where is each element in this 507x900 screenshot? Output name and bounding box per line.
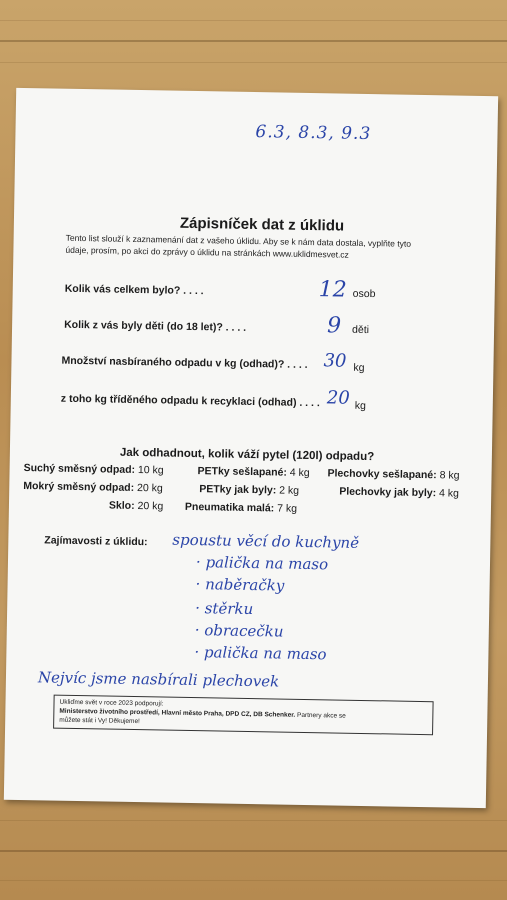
handwritten-note: Nejvíc jsme nasbírali plechovek (37, 668, 280, 691)
answer-total: 12 (318, 277, 347, 303)
footer-line2: Ministerstvo životního prostředí, Hlavní město Praha, DPD CZ, DB Schenker. Partnery akce se (59, 707, 346, 720)
interesting-item: · palička na maso (195, 553, 329, 574)
footer-line1: Ukliďme svět v roce 2023 podporují: (59, 698, 164, 708)
weight-plechovky-jak-byly: Plechovky jak byly: 4 kg (339, 485, 460, 500)
question-sorted-label: z toho kg tříděného odpadu k recyklaci (odhad) . . . . (60, 392, 320, 410)
weight-petky-jak-byly: PETky jak byly: 2 kg (199, 483, 300, 497)
answer-waste: 30 (323, 350, 347, 372)
question-total-label: Kolik vás celkem bylo? . . . . (64, 282, 204, 298)
table-grain (0, 62, 507, 63)
interesting-item: · naběračky (195, 575, 285, 595)
page-title: Zápisníček dat z úklidu (179, 214, 345, 235)
answer-sorted: 20 (326, 387, 350, 409)
paper-sheet (4, 88, 498, 808)
weight-suchy: Suchý směsný odpad: 10 kg (23, 462, 164, 477)
table-grain (0, 880, 507, 881)
sponsors-footer-box (53, 695, 434, 736)
unit-kg-sorted: kg (354, 399, 366, 412)
table-grain (0, 820, 507, 821)
intro-text-line1: Tento list slouží k zaznamenání dat z vašeho úklidu. Aby se k nám data dostala, vyplňte tyto (65, 232, 412, 249)
interesting-label: Zajímavosti z úklidu: (44, 534, 148, 549)
weights-heading: Jak odhadnout, kolik váží pytel (120l) odpadu? (119, 446, 375, 464)
interesting-item: spoustu věcí do kuchyně (172, 530, 360, 552)
unit-osob: osob (352, 287, 376, 301)
intro-text-line2: údaje, prosím, po akci do zprávy o úklidu na stránkách www.uklidmesvet.cz (65, 244, 349, 260)
weight-pneumatika: Pneumatika malá: 7 kg (184, 500, 298, 515)
weight-plechovky-seslapane: Plechovky sešlapané: 8 kg (327, 467, 460, 482)
weight-sklo: Sklo: 20 kg (108, 499, 164, 513)
question-waste-label: Množství nasbíraného odpadu v kg (odhad)? . . . . (61, 354, 308, 371)
footer-line3: můžete stát i Vy! Děkujeme! (59, 716, 140, 726)
unit-deti: děti (351, 323, 370, 337)
interesting-item: · obracečku (194, 621, 284, 641)
interesting-item: · palička na maso (194, 643, 327, 664)
answer-children: 9 (326, 313, 342, 339)
table-plank-line (0, 40, 507, 42)
unit-kg-waste: kg (353, 361, 365, 374)
interesting-item: · stěrku (195, 599, 254, 619)
table-plank-line (0, 850, 507, 852)
weight-mokry: Mokrý směsný odpad: 20 kg (23, 480, 163, 495)
weight-petky-seslapane: PETky sešlapané: 4 kg (197, 465, 310, 480)
question-children-label: Kolik z vás byly děti (do 18 let)? . . . . (64, 318, 247, 334)
table-grain (0, 20, 507, 21)
handwritten-dates: 6.3, 8.3, 9.3 (255, 122, 372, 145)
